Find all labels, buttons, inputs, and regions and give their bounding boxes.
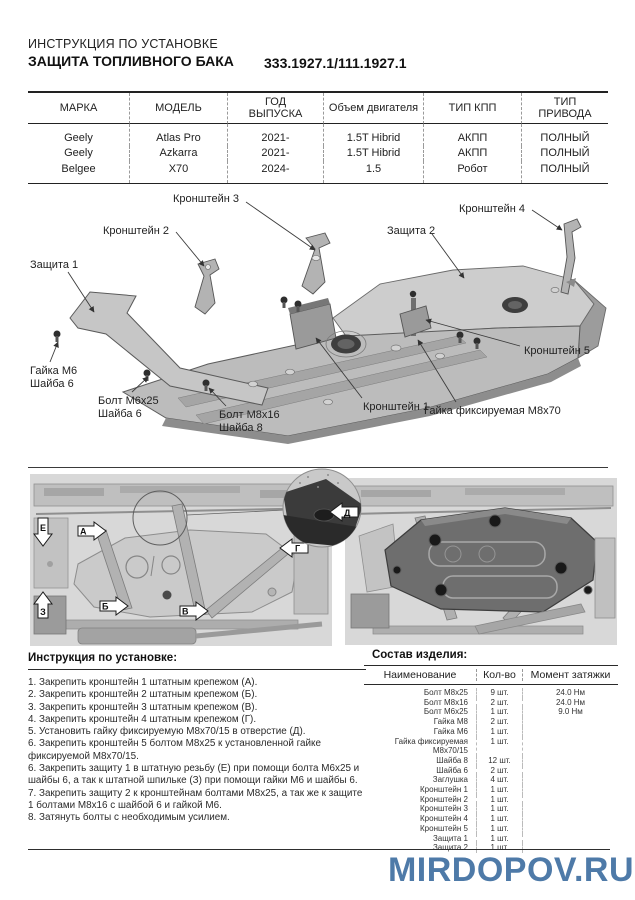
parts-row: Болт М8х25 9 шт. 24.0 Нм [364,688,618,698]
instruction-item: 6. Закрепить защиту 1 в штатную резьбу (Е) при помощи болта М6х25 и шайбы 6, а так к штатной шпильке (З) при помощи гайки М6 и шайбы 6. [28,762,360,787]
label-fix-nut: Гайка фиксируемая М8х70 [424,405,561,417]
instruction-item: 5. Установить гайку фиксируемую М8х70/15 в отверстие (Д). [28,726,306,738]
instruction-item: 1. Закрепить кронштейн 1 штатным крепежом (А). [28,677,258,688]
doc-title: ЗАЩИТА ТОПЛИВНОГО БАКА [28,53,234,69]
fitment-cell: 1.5T Hibrid [323,124,423,146]
hole [551,287,559,292]
hole [391,345,401,351]
col-header-engine: Объем двигателя [323,93,423,124]
plug-center [338,339,355,349]
parts-row: Шайба 6 2 шт. [364,766,618,776]
parts-rows [364,688,618,853]
col-header-marka: МАРКА [28,93,129,124]
instructions-list [28,677,366,824]
label-bolt-m6x25: Болт М6х25 [98,395,159,407]
fitment-cell: 2021- [227,146,323,162]
label-bracket1: Кронштейн 1 [363,401,429,413]
hole [324,399,333,405]
hole [286,369,295,375]
fitment-cell: ПОЛНЫЙ [521,124,608,146]
label-guard1: Защита 1 [30,259,79,271]
fitment-cell: 2024- [227,161,323,183]
instruction-item: 6. Закрепить кронштейн 5 болтом М8х25 к установленной гайке фиксируемой М8х70/15. [28,738,321,762]
label-bracket2: Кронштейн 2 [103,225,169,237]
guard2-plate [333,266,594,336]
leader-bracket2 [176,232,204,266]
fitment-cell: ПОЛНЫЙ [521,161,608,183]
fitment-cell: X70 [129,161,227,183]
bracket3-part [302,233,330,294]
parts-row: Защита 2 1 шт. [364,843,618,853]
photo-after-install [345,478,617,645]
instruction-item: 3. Закрепить кронштейн 3 штатным крепежом (В). [28,701,258,713]
instruction-item: 7. Закрепить защиту 2 к кронштейнам болтами М8х25, а так же к защите 1 болтами М8х16 с шайбой 6 и гайкой М6. [28,787,363,811]
parts-col-qty: Кол-во [476,669,522,681]
part-numbers: 333.1927.1/111.1927.1 [264,55,407,71]
label-bracket4: Кронштейн 4 [459,203,525,215]
fitment-cell: Geely [64,147,93,160]
col-header-year: ГОД ВЫПУСКА [227,93,323,124]
fitment-cell: 2021- [227,124,323,146]
label-bracket3: Кронштейн 3 [173,193,239,205]
parts-row: Гайка фиксируемая М8х70/15 1 шт. [364,737,618,756]
marker-letter-g: Г [295,543,301,554]
fitment-cell: Geely [64,131,93,144]
label-bolt-m8x16: Болт М8х16 [219,409,280,421]
hole [249,381,258,387]
parts-row: Защита 1 1 шт. [364,834,618,844]
fitment-cell: Atlas Pro [129,124,227,146]
exploded-diagram [28,186,608,462]
marker-letter-b: Б [102,601,109,612]
label-washer6b: Шайба 6 [98,408,142,420]
parts-title: Состав изделия: [364,649,618,666]
parts-row: Гайка М8 2 шт. [364,717,618,727]
parts-col-torque: Момент затяжки [522,669,618,681]
fitment-cell: АКПП [423,124,521,146]
leader-bracket4 [532,210,562,230]
doc-subtitle: ИНСТРУКЦИЯ ПО УСТАНОВКЕ [28,37,218,51]
instructions-section [28,652,366,824]
fitment-cell: 1.5 [323,161,423,183]
watermark: MIRDOPOV.RU [387,851,634,889]
label-bracket5: Кронштейн 5 [524,345,590,357]
parts-row: Кронштейн 4 1 шт. [364,814,618,824]
parts-row: Кронштейн 2 1 шт. [364,795,618,805]
col-header-drive: ТИП ПРИВОДА [521,93,608,124]
fitment-cell: Belgee [61,162,96,175]
parts-col-name: Наименование [383,669,457,681]
stud-head [410,291,416,297]
parts-row: Кронштейн 3 1 шт. [364,804,618,814]
parts-section [364,649,618,853]
label-nut-m6: Гайка М6 [30,365,78,377]
leader-bracket3 [246,202,315,250]
parts-header-row [364,666,618,685]
parts-row: Кронштейн 5 1 шт. [364,824,618,834]
hole [436,353,445,359]
fitment-cell: 1.5T Hibrid [323,146,423,162]
instruction-item: 2. Закрепить кронштейн 2 штатным крепежом (Б). [28,689,258,701]
col-header-model: МОДЕЛЬ [129,93,227,124]
parts-row: Болт М6х25 1 шт. 9.0 Нм [364,707,618,717]
label-washer8: Шайба 8 [219,422,263,434]
bracket2-hole [206,265,211,270]
plug-center [508,301,522,309]
fitment-cell: Azkarra [129,146,227,162]
marker-letter-z: З [40,607,46,617]
fitment-cell: ПОЛНЫЙ [521,146,608,162]
label-washer6: Шайба 6 [30,378,74,390]
marker-letter-d: Д [344,508,351,518]
footer-rule [28,849,610,850]
parts-row: Гайка М6 1 шт. [364,727,618,737]
instructions-title: Инструкция по установке: [28,652,366,670]
marker-letter-a: А [80,526,87,537]
label-guard2: Защита 2 [387,225,436,237]
fitment-table [28,91,608,184]
instruction-item: 4. Закрепить кронштейн 4 штатным крепежом (Г). [28,713,257,725]
instruction-item: 8. Затянуть болты с необходимым усилием. [28,812,230,824]
fitment-cell: Робот [423,161,521,183]
parts-row: Кронштейн 1 1 шт. [364,785,618,795]
parts-row: Заглушка 4 шт. [364,775,618,785]
marker-letter-e: Е [39,523,47,533]
installation-photos [28,465,618,650]
fitment-cell: АКПП [423,146,521,162]
bracket3-hole [312,256,320,261]
col-header-gearbox: ТИП КПП [423,93,521,124]
leader-nut-m6 [50,342,58,362]
parts-row: Шайба 8 12 шт. [364,756,618,766]
marker-letter-v: В [182,606,189,617]
parts-row: Болт М8х16 2 шт. 24.0 Нм [364,698,618,708]
